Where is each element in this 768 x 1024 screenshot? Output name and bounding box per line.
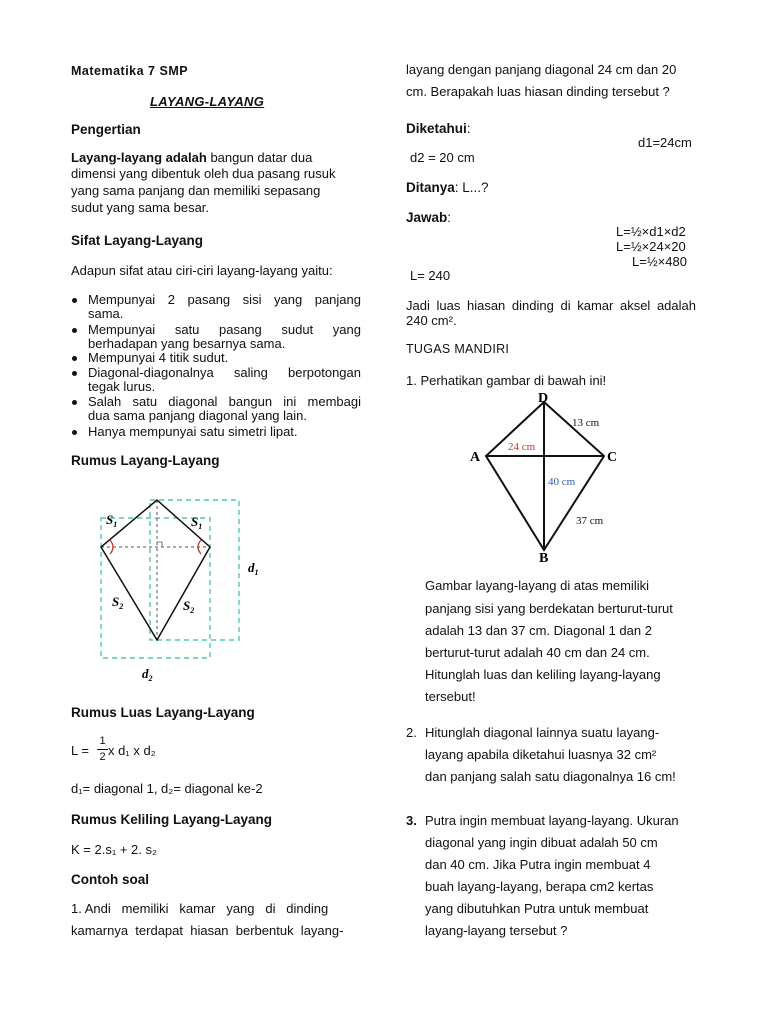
bullet-marker	[72, 356, 77, 361]
bullet-marker	[72, 298, 77, 303]
label-cb: 37 cm	[576, 515, 604, 527]
label-dc: 13 cm	[572, 417, 600, 429]
pengertian-heading: Pengertian	[71, 122, 141, 137]
contoh-line-1: 1. Andi memiliki kamar yang di dinding	[71, 901, 329, 916]
bullet-marker	[72, 371, 77, 376]
q3-line-4: buah layang-layang, berapa cm2 kertas	[425, 879, 654, 894]
definition-line-4: sudut yang sama besar.	[71, 200, 210, 215]
contoh-heading: Contoh soal	[71, 872, 149, 887]
jawab-line-1: L=½×d1×d2	[616, 224, 686, 239]
list-item-cont: sama.	[88, 306, 124, 321]
q1-line-3: adalah 13 dan 37 cm. Diagonal 1 dan 2	[425, 623, 652, 638]
list-item-cont: berhadapan yang besarnya sama.	[88, 336, 286, 351]
q2-line-1: Hitunglah diagonal lainnya suatu layang-	[425, 725, 660, 740]
list-item: Diagonal-diagonalnya saling berpotongan	[88, 365, 361, 380]
definition-line-1: Layang-layang adalah bangun datar dua	[71, 150, 313, 165]
bullet-marker	[72, 400, 77, 405]
vertex-c: C	[607, 450, 618, 465]
q2-line-3: dan panjang salah satu diagonalnya 16 cm!	[425, 769, 676, 784]
contoh-cont-line-2: cm. Berapakah luas hiasan dinding tersebut ?	[406, 84, 670, 99]
definition-line-2: dimensi yang dibentuk oleh dua pasang rusuk	[71, 166, 336, 181]
vertex-b: B	[539, 551, 549, 562]
jawab-line-2: L=½×24×20	[616, 239, 686, 254]
q1-line-6: tersebut!	[425, 689, 476, 704]
q3-line-1: Putra ingin membuat layang-layang. Ukuran	[425, 813, 679, 828]
contoh-line-2: kamarnya terdapat hiasan berbentuk layang-	[71, 923, 344, 938]
angle-mark-left	[110, 540, 113, 554]
jawab-line-3: L=½×480	[632, 254, 687, 269]
list-item: Mempunyai 2 pasang sisi yang panjang	[88, 292, 361, 307]
conclusion-line-1: Jadi luas hiasan dinding di kamar aksel adalah	[406, 298, 696, 313]
sifat-intro: Adapun sifat atau ciri-ciri layang-layang yaitu:	[71, 263, 333, 278]
label-s1-right: $S_1$	[191, 514, 203, 531]
label-db: 40 cm	[548, 476, 576, 488]
q2-line-2: layang apabila diketahui luasnya 32 cm²	[425, 747, 657, 762]
fraction-denominator: 2	[99, 751, 106, 763]
q2-number: 2.	[406, 725, 417, 740]
known-d1: d1=24cm	[638, 135, 692, 150]
keliling-formula: K = 2.s₁ + 2. s₂	[71, 842, 158, 857]
q3-line-3: dan 40 cm. Jika Putra ingin membuat 4	[425, 857, 651, 872]
q1-line-5: Hitunglah luas dan keliling layang-layang	[425, 667, 661, 682]
list-item: Hanya mempunyai satu simetri lipat.	[88, 424, 298, 439]
q3-line-5: yang dibutuhkan Putra untuk membuat	[425, 901, 649, 916]
label-s2-left: $S_2$	[112, 594, 124, 611]
label-s1-left: $S_1$	[106, 512, 118, 529]
list-item-cont: tegak lurus.	[88, 379, 156, 394]
page-title: LAYANG-LAYANG	[150, 94, 265, 109]
ditanya-label: Ditanya: L...?	[406, 180, 489, 195]
label-ac: 24 cm	[508, 441, 536, 453]
known-d2: d2 = 20 cm	[410, 150, 475, 165]
bullet-marker	[72, 328, 77, 333]
luas-heading: Rumus Luas Layang-Layang	[71, 705, 255, 720]
diagonal-definition: d₁= diagonal 1, d₂= diagonal ke-2	[71, 781, 263, 796]
vertex-a: A	[470, 450, 481, 465]
kite-formula-diagram	[88, 490, 278, 690]
label-d1: $d_1$	[248, 560, 259, 577]
label-s2-right: $S_2$	[183, 598, 195, 615]
list-item: Mempunyai 4 titik sudut.	[88, 350, 229, 365]
vertex-d: D	[538, 391, 549, 406]
q1-line-1: Gambar layang-layang di atas memiliki	[425, 578, 649, 593]
bullet-marker	[72, 430, 77, 435]
fraction-bar	[97, 749, 108, 750]
rumus-heading: Rumus Layang-Layang	[71, 453, 220, 468]
kite-question-diagram	[464, 386, 630, 562]
q3-line-6: layang-layang tersebut ?	[425, 923, 568, 938]
contoh-cont-line-1: layang dengan panjang diagonal 24 cm dan 20	[406, 62, 677, 77]
label-d2: $d_2$	[142, 666, 153, 683]
q1-line-2: panjang sisi yang berdekatan berturut-turut	[425, 601, 673, 616]
tugas-heading: TUGAS MANDIRI	[406, 342, 510, 356]
keliling-heading: Rumus Keliling Layang-Layang	[71, 812, 273, 827]
definition-line-3: yang sama panjang dan memiliki sepasang	[71, 183, 321, 198]
list-item-cont: dua sama panjang diagonal yang lain.	[88, 408, 308, 423]
jawab-result: L= 240	[410, 268, 451, 283]
jawab-label: Jawab:	[406, 210, 452, 225]
list-item: Salah satu diagonal bangun ini membagi	[88, 394, 361, 409]
q3-line-2: diagonal yang ingin dibuat adalah 50 cm	[425, 835, 658, 850]
diketahui-label: Diketahui:	[406, 121, 471, 136]
question-1: 1. Perhatikan gambar di bawah ini!	[406, 373, 607, 388]
sifat-heading: Sifat Layang-Layang	[71, 233, 204, 248]
fraction-numerator: 1	[99, 735, 106, 747]
subject-header: Matematika 7 SMP	[71, 64, 189, 78]
conclusion-line-2: 240 cm².	[406, 313, 457, 328]
list-item: Mempunyai satu pasang sudut yang	[88, 322, 361, 337]
q1-line-4: berturut-turut adalah 40 cm dan 24 cm.	[425, 645, 650, 660]
q3-number: 3.	[406, 813, 417, 828]
